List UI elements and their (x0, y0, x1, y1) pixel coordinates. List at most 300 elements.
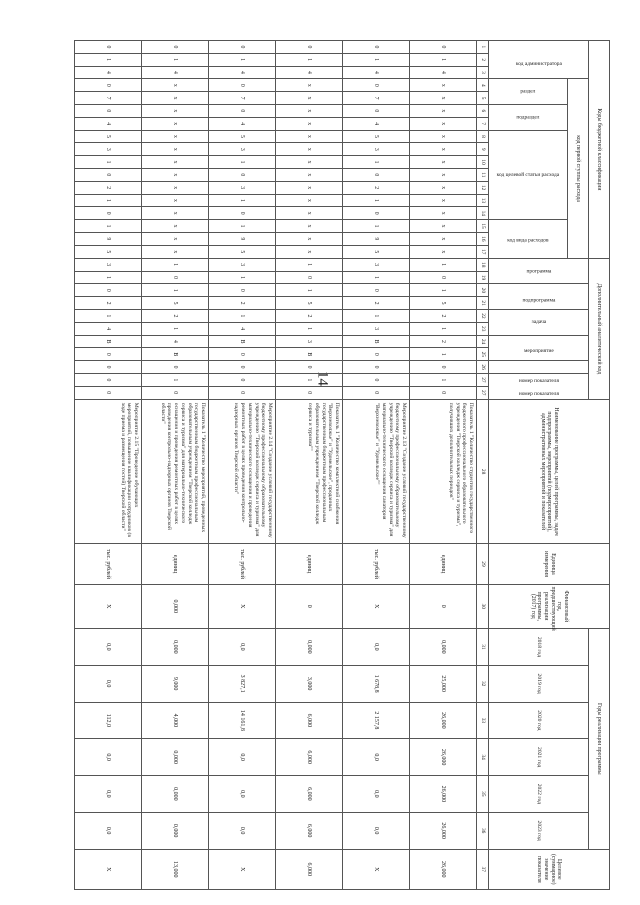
row-year-value: 26,000 (410, 739, 477, 776)
code-cell: х (142, 245, 209, 258)
row-target-value: Х (209, 849, 276, 889)
column-number: 7 (477, 117, 489, 130)
code-cell: 0 (343, 104, 410, 117)
table-row (142, 41, 209, 890)
code-cell: 3 (75, 143, 142, 156)
row-year-value: 9,000 (142, 665, 209, 702)
header-years-group: Годы реализации программы (589, 629, 610, 850)
row-year-value: 26,000 (410, 702, 477, 739)
column-number: 29 (477, 544, 489, 584)
header-subsection: подраздел (489, 104, 568, 130)
header-year-2021: 2021 год (489, 739, 589, 776)
code-cell: 0 (343, 207, 410, 220)
table-row (410, 41, 477, 890)
code-cell: х (142, 194, 209, 207)
row-year-value: 0,0 (75, 812, 142, 849)
table-row (343, 41, 410, 890)
row-fin-year-value: Х (209, 584, 276, 629)
row-year-value: 0,0 (343, 776, 410, 813)
code-cell: х (142, 104, 209, 117)
code-cell: 0 (142, 41, 209, 54)
column-number: 11 (477, 168, 489, 181)
code-cell: 1 (142, 322, 209, 335)
code-cell: х (410, 245, 477, 258)
code-cell: 2 (410, 335, 477, 348)
code-cell: 4 (209, 322, 276, 335)
code-cell: 0 (75, 79, 142, 92)
code-cell: 1 (209, 53, 276, 66)
header-admin-code: код администратора (489, 41, 589, 79)
code-cell: 4 (75, 322, 142, 335)
code-cell: 0 (209, 104, 276, 117)
column-number: 13 (477, 194, 489, 207)
code-cell: 0 (142, 386, 209, 399)
column-number: 36 (477, 812, 489, 849)
code-cell: 5 (276, 297, 343, 310)
row-year-value: 25,000 (410, 665, 477, 702)
column-number: 27 (477, 374, 489, 387)
row-name: Показатель 1 "Количество комплектной снабжения "Верхневолжье" и "Удомельское", проданных государственным бюджетным профессиональным образовательным учреждением "Тверской колледж сервиса и туризма"" (276, 399, 343, 544)
code-cell: 9 (343, 232, 410, 245)
code-cell: 2 (75, 297, 142, 310)
header-year-2018: 2018 год (489, 629, 589, 666)
code-cell: х (276, 143, 343, 156)
code-cell: 0 (209, 374, 276, 387)
row-unit: тыс. рублей (209, 544, 276, 584)
code-cell: х (410, 232, 477, 245)
row-year-value: 0,0 (75, 739, 142, 776)
code-cell: 0 (75, 104, 142, 117)
column-number: 37 (477, 849, 489, 889)
row-year-value: 0,0 (343, 812, 410, 849)
program-table (74, 40, 610, 890)
code-cell: 1 (276, 53, 343, 66)
code-cell: 1 (75, 220, 142, 233)
code-cell: 0 (209, 41, 276, 54)
row-target-value: Х (75, 849, 142, 889)
column-number: 5 (477, 92, 489, 105)
row-name: Показатель 1 "Количество студентов государственного бюджетного профессионального образовательного учреждения "Тверской колледж сервиса и туризма", получивших дополнительных периодов" (410, 399, 477, 544)
code-cell: 7 (209, 92, 276, 105)
row-name: Показатель 1 "Количество мероприятий, проведенных государственным бюджетным профессиональным образовательным учреждением "Тверской колледж сервиса и туризма" для материально-технического оснащения и проведения ремонтных работ в целях проведения контрольно-надзорных органов Тверской области" (142, 399, 209, 544)
code-cell: 0 (209, 386, 276, 399)
code-cell: х (276, 220, 343, 233)
column-number: 2 (477, 53, 489, 66)
code-cell: 4 (75, 117, 142, 130)
row-name: Мероприятие 2.14 "Создание условий государственному бюджетному профессиональному образовательному учреждению "Тверской колледж сервиса и туризма" для материально-технического оснащения и проведения ремонтных работ в целях проведения контрольно-надзорных органов Тверской области" (209, 399, 276, 544)
code-cell: 1 (276, 374, 343, 387)
column-number: 3 (477, 66, 489, 79)
header-year-2022: 2022 год (489, 776, 589, 813)
code-cell: 0 (75, 361, 142, 374)
row-unit: единиц (142, 544, 209, 584)
column-number: 25 (477, 348, 489, 361)
row-year-value: 6,000 (276, 739, 343, 776)
table-row (276, 41, 343, 890)
column-number: 30 (477, 584, 489, 629)
column-number: 4 (477, 79, 489, 92)
code-cell: 3 (209, 143, 276, 156)
code-cell: В (343, 335, 410, 348)
header-action-number: номер показателя (489, 361, 589, 374)
row-year-value: 0,000 (142, 812, 209, 849)
code-cell: 7 (75, 92, 142, 105)
code-cell: х (142, 143, 209, 156)
row-fin-year-value: 0 (276, 584, 343, 629)
code-cell: 2 (75, 181, 142, 194)
header-activity: мероприятие (489, 335, 589, 361)
code-cell: 1 (410, 322, 477, 335)
code-cell: х (410, 143, 477, 156)
row-year-value: 0,0 (209, 739, 276, 776)
header-year-2019: 2019 год (489, 665, 589, 702)
row-year-value: 0,0 (75, 776, 142, 813)
code-cell: 1 (276, 322, 343, 335)
row-year-value: 0,0 (209, 776, 276, 813)
column-number: 10 (477, 156, 489, 169)
code-cell: х (276, 232, 343, 245)
code-cell: 4 (276, 66, 343, 79)
code-cell: х (142, 79, 209, 92)
code-cell: 1 (209, 194, 276, 207)
code-cell: 0 (209, 284, 276, 297)
header-year-2023: 2023 год (489, 812, 589, 849)
code-cell: х (410, 92, 477, 105)
row-year-value: 112,0 (75, 702, 142, 739)
code-cell: 5 (209, 245, 276, 258)
row-year-value: 1 678,8 (343, 665, 410, 702)
column-number: 18 (477, 258, 489, 271)
code-cell: 1 (75, 53, 142, 66)
row-target-value: 13,000 (142, 849, 209, 889)
code-cell: 0 (276, 41, 343, 54)
code-cell: 5 (209, 130, 276, 143)
code-cell: х (276, 156, 343, 169)
code-cell: 0 (209, 348, 276, 361)
column-number: 8 (477, 130, 489, 143)
row-unit: единиц (276, 544, 343, 584)
row-target-value: 6,000 (276, 849, 343, 889)
code-cell: 0 (343, 361, 410, 374)
table-row (75, 41, 142, 890)
column-number: 12 (477, 181, 489, 194)
row-year-value: 14 161,8 (209, 702, 276, 739)
column-number: 6 (477, 104, 489, 117)
code-cell: 0 (343, 168, 410, 181)
column-number: 16 (477, 232, 489, 245)
header-subprogram: подпрограмма (489, 284, 589, 310)
column-number: 34 (477, 739, 489, 776)
code-cell: 4 (209, 66, 276, 79)
code-cell: х (410, 168, 477, 181)
code-cell: 0 (209, 207, 276, 220)
code-cell: 0 (343, 284, 410, 297)
code-cell: 1 (142, 374, 209, 387)
column-number: 22 (477, 310, 489, 323)
row-unit: тыс. рублей (343, 544, 410, 584)
code-cell: 9 (75, 232, 142, 245)
row-fin-year-value: Х (75, 584, 142, 629)
column-number: 31 (477, 629, 489, 666)
page-number: 14 (314, 371, 331, 386)
code-cell: 0 (410, 41, 477, 54)
header-target-article: код целевой статьи расхода (489, 130, 568, 220)
code-cell: х (410, 79, 477, 92)
code-cell: 1 (410, 53, 477, 66)
code-cell: х (410, 117, 477, 130)
code-cell: 3 (209, 258, 276, 271)
code-cell: х (276, 245, 343, 258)
code-cell: 0 (75, 374, 142, 387)
code-cell: 0 (343, 79, 410, 92)
code-cell: х (142, 232, 209, 245)
code-cell: 4 (343, 66, 410, 79)
code-cell: 4 (142, 335, 209, 348)
code-cell: 1 (410, 374, 477, 387)
code-cell: 1 (343, 220, 410, 233)
code-cell: х (142, 207, 209, 220)
code-cell: 4 (209, 117, 276, 130)
column-number: 32 (477, 665, 489, 702)
code-cell: 1 (343, 156, 410, 169)
row-year-value: 3 827,1 (209, 665, 276, 702)
row-fin-year-value: Х (343, 584, 410, 629)
column-number: 24 (477, 335, 489, 348)
code-cell: 1 (75, 194, 142, 207)
code-cell: 3 (75, 258, 142, 271)
code-cell: х (276, 104, 343, 117)
code-cell: х (276, 194, 343, 207)
code-cell: 0 (75, 41, 142, 54)
header-unit: Единица измерения (489, 544, 610, 584)
row-fin-year-value: 0 (410, 584, 477, 629)
header-indicator-number: номер показателя (489, 374, 589, 400)
code-cell: х (276, 207, 343, 220)
row-target-value: 26,000 (410, 849, 477, 889)
code-cell: 0 (75, 386, 142, 399)
code-cell: 2 (343, 181, 410, 194)
row-unit: тыс. рублей (75, 544, 142, 584)
code-cell: 0 (276, 361, 343, 374)
row-year-value: 26,000 (410, 776, 477, 813)
code-cell: 5 (343, 245, 410, 258)
row-year-value: 6,000 (276, 776, 343, 813)
code-cell: В (142, 348, 209, 361)
code-cell: х (276, 130, 343, 143)
code-cell: х (410, 181, 477, 194)
code-cell: В (75, 335, 142, 348)
column-number: 21 (477, 297, 489, 310)
row-year-value: 0,000 (410, 629, 477, 666)
column-number: 1 (477, 41, 489, 54)
code-cell: 0 (209, 168, 276, 181)
code-cell: 3 (209, 181, 276, 194)
row-year-value: 3,000 (276, 665, 343, 702)
column-number: 35 (477, 776, 489, 813)
column-number: 17 (477, 245, 489, 258)
code-cell: 0 (75, 207, 142, 220)
code-cell: 0 (343, 374, 410, 387)
row-year-value: 0,0 (209, 629, 276, 666)
code-cell: 1 (209, 156, 276, 169)
row-year-value: 0,000 (142, 629, 209, 666)
code-cell: х (142, 92, 209, 105)
row-year-value: 6,000 (276, 702, 343, 739)
code-cell: х (276, 92, 343, 105)
code-cell: х (276, 79, 343, 92)
code-cell: 1 (209, 310, 276, 323)
row-fin-year-value: 0,000 (142, 584, 209, 629)
code-cell: 4 (410, 66, 477, 79)
code-cell: 3 (343, 143, 410, 156)
column-number: 19 (477, 271, 489, 284)
header-program: программа (489, 258, 589, 284)
code-cell: 0 (75, 284, 142, 297)
code-cell: х (276, 181, 343, 194)
code-cell: 0 (142, 361, 209, 374)
code-cell: х (142, 220, 209, 233)
row-year-value: 0,0 (209, 812, 276, 849)
code-cell: х (410, 220, 477, 233)
row-year-value: 6,000 (276, 812, 343, 849)
column-number: 27 (477, 386, 489, 399)
code-cell: 0 (276, 271, 343, 284)
header-section: раздел (489, 79, 568, 105)
code-cell: х (410, 194, 477, 207)
code-cell: 3 (343, 322, 410, 335)
row-year-value: 0,000 (142, 739, 209, 776)
row-year-value: 0,0 (343, 629, 410, 666)
code-cell: х (142, 156, 209, 169)
column-number: 20 (477, 284, 489, 297)
code-cell: 1 (343, 310, 410, 323)
code-cell: х (142, 130, 209, 143)
code-cell: 0 (276, 386, 343, 399)
code-cell: 1 (410, 258, 477, 271)
column-number-row (477, 41, 489, 890)
code-cell: 2 (276, 310, 343, 323)
code-cell: 1 (410, 284, 477, 297)
table-row (209, 41, 276, 890)
code-cell: 2 (343, 297, 410, 310)
header-expense-group: код вида расходов (489, 220, 568, 259)
code-cell: 4 (75, 66, 142, 79)
code-cell: 1 (343, 194, 410, 207)
code-cell: В (276, 348, 343, 361)
code-cell: х (410, 156, 477, 169)
code-cell: 1 (209, 271, 276, 284)
column-number: 33 (477, 702, 489, 739)
row-year-value: 2 157,8 (343, 702, 410, 739)
code-cell: 0 (343, 41, 410, 54)
header-task: задача (489, 310, 589, 336)
code-cell: х (410, 130, 477, 143)
code-cell: 3 (276, 335, 343, 348)
code-cell: 1 (75, 271, 142, 284)
code-cell: х (410, 104, 477, 117)
row-year-value: 0,000 (142, 776, 209, 813)
code-cell: 0 (343, 386, 410, 399)
code-cell: 1 (343, 53, 410, 66)
row-year-value: 0,0 (75, 665, 142, 702)
header-name: Наименование программы, целей программы, задач подпрограммы, мероприятий (подмероприятий), административных мероприятий и показателей (489, 399, 610, 544)
column-number: 28 (477, 399, 489, 544)
code-cell: 5 (142, 297, 209, 310)
header-code-subgroup: код первой сгуппы расхода (568, 79, 589, 258)
row-year-value: 0,0 (343, 739, 410, 776)
code-cell: 5 (410, 297, 477, 310)
header-extra-group: Дополнительный аналитический код (589, 258, 610, 399)
row-unit: единиц (410, 544, 477, 584)
code-cell: 4 (142, 66, 209, 79)
code-cell: 1 (343, 271, 410, 284)
code-cell: х (142, 181, 209, 194)
code-cell: 2 (142, 310, 209, 323)
code-cell: 1 (75, 156, 142, 169)
code-cell: 9 (209, 232, 276, 245)
column-number: 26 (477, 361, 489, 374)
column-number: 14 (477, 207, 489, 220)
row-year-value: 26,000 (410, 812, 477, 849)
header-fin-year: Финансовый год, предшествующий реализации программы, (2017) год (489, 584, 610, 629)
column-number: 9 (477, 143, 489, 156)
code-cell: 4 (343, 117, 410, 130)
row-target-value: Х (343, 849, 410, 889)
code-cell: 2 (209, 297, 276, 310)
code-cell: 1 (209, 220, 276, 233)
code-cell: 3 (343, 258, 410, 271)
code-cell: 5 (75, 130, 142, 143)
code-cell: 0 (410, 361, 477, 374)
code-cell: 1 (410, 348, 477, 361)
column-number: 23 (477, 322, 489, 335)
code-cell: 2 (410, 310, 477, 323)
code-cell: 0 (142, 271, 209, 284)
row-year-value: 4,000 (142, 702, 209, 739)
row-name: Мероприятие 2.15 "Проведение обучающих мероприятий, повышение квалификации сотрудников (в ходе приема и размещения гостей) Тверской области" (75, 399, 142, 544)
code-cell: 1 (276, 284, 343, 297)
row-year-value: 0,0 (75, 629, 142, 666)
rotated-landscape-table (70, 40, 610, 890)
code-cell: х (142, 117, 209, 130)
header-year-2020: 2020 год (489, 702, 589, 739)
code-cell: 0 (75, 168, 142, 181)
code-cell: х (410, 207, 477, 220)
code-cell: 0 (75, 348, 142, 361)
header-code-group: Коды бюджетной классификации (589, 41, 610, 259)
code-cell: 0 (209, 361, 276, 374)
code-cell: В (209, 335, 276, 348)
code-cell: 1 (142, 258, 209, 271)
header-target-value: Целевое (суммарное) значение показателя (489, 849, 610, 889)
code-cell: 1 (142, 53, 209, 66)
row-year-value: 0,000 (276, 629, 343, 666)
row-name: Мероприятие 2.13 "Создание условий государственному бюджетному профессиональному образовательному учреждению "Тверской колледж сервиса и туризма" для материально-технического оснащения санатория "Верхневолжье" и "Удомельское"" (343, 399, 410, 544)
code-cell: 0 (410, 271, 477, 284)
code-cell: 0 (343, 348, 410, 361)
code-cell: х (276, 117, 343, 130)
code-cell: 5 (75, 245, 142, 258)
code-cell: 5 (343, 130, 410, 143)
code-cell: 0 (209, 79, 276, 92)
code-cell: х (142, 168, 209, 181)
code-cell: 0 (410, 386, 477, 399)
column-number: 15 (477, 220, 489, 233)
code-cell: х (276, 168, 343, 181)
code-cell: 1 (276, 258, 343, 271)
code-cell: 1 (75, 310, 142, 323)
code-cell: 7 (343, 92, 410, 105)
